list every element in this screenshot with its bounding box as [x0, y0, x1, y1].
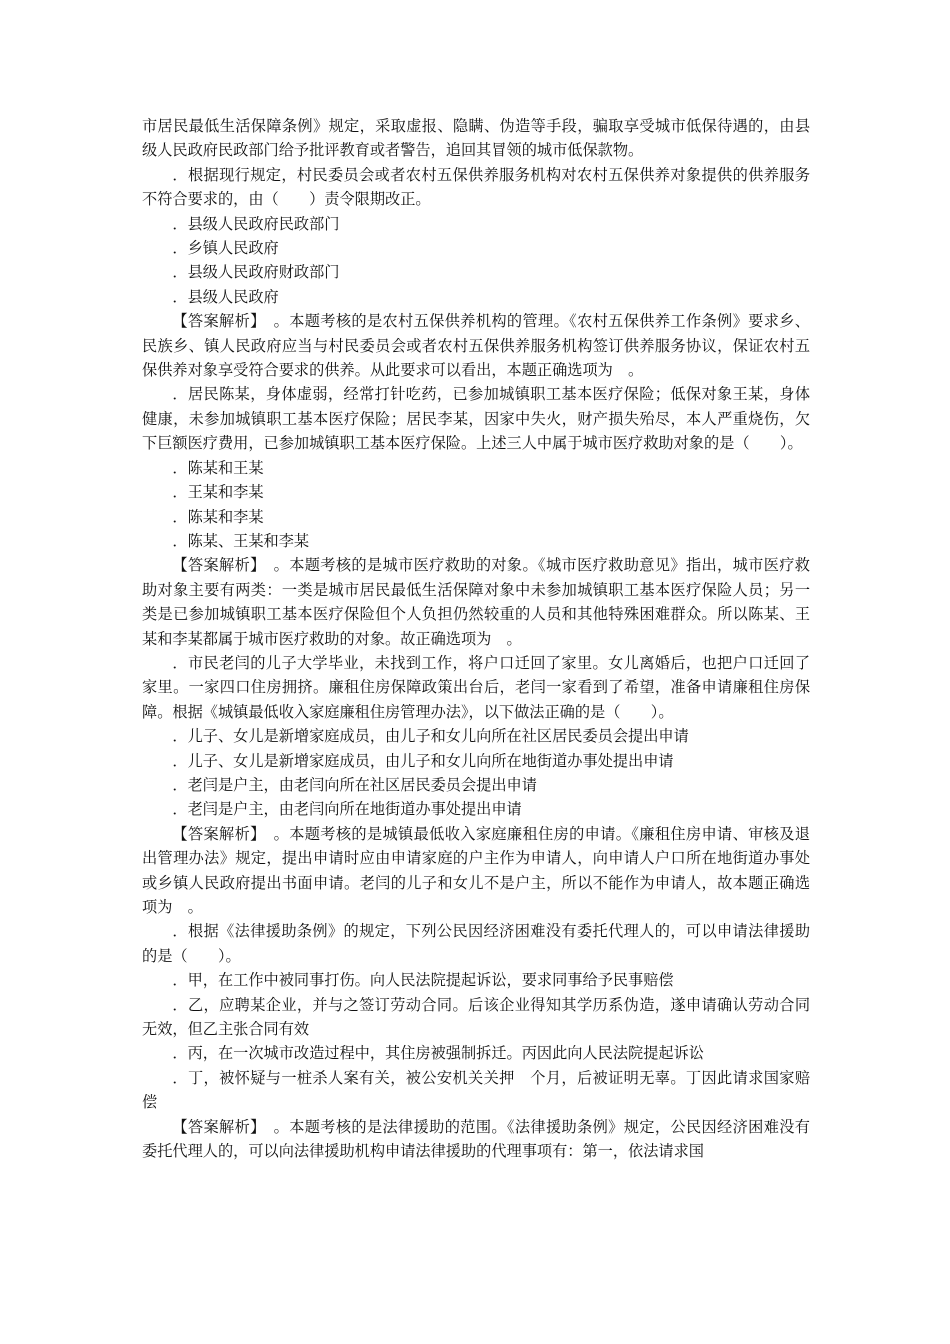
answer-option: ．甲，在工作中被同事打伤。向人民法院提起诉讼，要求同事给予民事赔偿 — [172, 971, 674, 990]
question-text: ．丁，被怀疑与一桩杀人案有关，被公安机关关押 个月，后被证明无辜。丁因此请求国家赔偿 — [142, 1068, 810, 1112]
answer-option: ．陈某、王某和李某 — [172, 531, 310, 550]
answer-option: ．陈某和王某 — [172, 458, 264, 477]
answer-explanation: 【答案解析】 。本题考核的是法律援助的范围。《法律援助条例》规定，公民因经济困难没有委托代理人的，可以向法律援助机构申请法律援助的代理事项有：第一，依法请求国 — [142, 1117, 810, 1161]
question-text: ．乙，应聘某企业，并与之签订劳动合同。后该企业得知其学历系伪造，遂申请确认劳动合同无效，但乙主张合同有效 — [142, 995, 810, 1039]
body-paragraph: 市居民最低生活保障条例》规定，采取虚报、隐瞒、伪造等手段，骗取享受城市低保待遇的，由县级人民政府民政部门给予批评教育或者警告，追回其冒领的城市低保款物。 — [142, 117, 810, 160]
answer-option: ．老闫是户主，由老闫向所在地街道办事处提出申请 — [172, 800, 522, 819]
answer-option: ．县级人民政府 — [172, 287, 279, 306]
answer-option: ．儿子、女儿是新增家庭成员，由儿子和女儿向所在社区居民委员会提出申请 — [172, 727, 689, 746]
document-page — [142, 114, 810, 1163]
answer-explanation: 【答案解析】 。本题考核的是城市医疗救助的对象。《城市医疗救助意见》指出，城市医疗救助对象主要有两类：一类是城市居民最低生活保障对象中未参加城镇职工基本医疗保险人员；另一类是已参加城镇职工基本医疗保险但个人负担仍然较重的人员和其他特殊困难群众。所以陈某、王某和李某都属于城市医疗救助的对象。故正确选项为 。 — [142, 556, 810, 648]
question-text: ．根据《法律援助条例》的规定，下列公民因经济困难没有委托代理人的，可以申请法律援助的是（ ）。 — [142, 922, 810, 965]
answer-explanation: 【答案解析】 。本题考核的是城镇最低收入家庭廉租住房的申请。《廉租住房申请、审核及退出管理办法》规定，提出申请时应由申请家庭的户主作为申请人，向申请人户口所在地街道办事处或乡镇人民政府提出书面申请。老闫的儿子和女儿不是户主，所以不能作为申请人，故本题正确选项为 。 — [142, 824, 810, 916]
answer-option: ．王某和李某 — [172, 483, 264, 502]
answer-option: ．乡镇人民政府 — [172, 239, 279, 258]
answer-option: ．丙，在一次城市改造过程中，其住房被强制拆迁。丙因此向人民法院提起诉讼 — [172, 1044, 704, 1063]
answer-option: ．老闫是户主，由老闫向所在社区居民委员会提出申请 — [172, 775, 537, 794]
answer-option: ．陈某和李某 — [172, 507, 264, 526]
question-text: ．居民陈某，身体虚弱，经常打针吃药，已参加城镇职工基本医疗保险；低保对象王某，身体健康，未参加城镇职工基本医疗保险；居民李某，因家中失火，财产损失殆尽，本人严重烧伤，欠下巨额医疗费用，已参加城镇职工基本医疗保险。上述三人中属于城市医疗救助对象的是（ ）。 — [142, 385, 810, 453]
answer-option: ．县级人民政府财政部门 — [172, 263, 340, 282]
answer-explanation: 【答案解析】 。本题考核的是农村五保供养机构的管理。《农村五保供养工作条例》要求乡、民族乡、镇人民政府应当与村民委员会或者农村五保供养服务机构签订供养服务协议，保证农村五保供养对象享受符合要求的供养。从此要求可以看出，本题正确选项为 。 — [142, 312, 810, 380]
question-text: ．根据现行规定，村民委员会或者农村五保供养服务机构对农村五保供养对象提供的供养服务不符合要求的，由（ ）责令限期改正。 — [142, 165, 810, 209]
answer-option: ．县级人民政府民政部门 — [172, 214, 340, 233]
answer-option: ．儿子、女儿是新增家庭成员，由儿子和女儿向所在地街道办事处提出申请 — [172, 751, 674, 770]
question-text: ．市民老闫的儿子大学毕业，未找到工作，将户口迁回了家里。女儿离婚后，也把户口迁回了家里。一家四口住房拥挤。廉租住房保障政策出台后，老闫一家看到了希望，准备申请廉租住房保障。根据《城镇最低收入家庭廉租住房管理办法》，以下做法正确的是（ ）。 — [142, 653, 810, 721]
